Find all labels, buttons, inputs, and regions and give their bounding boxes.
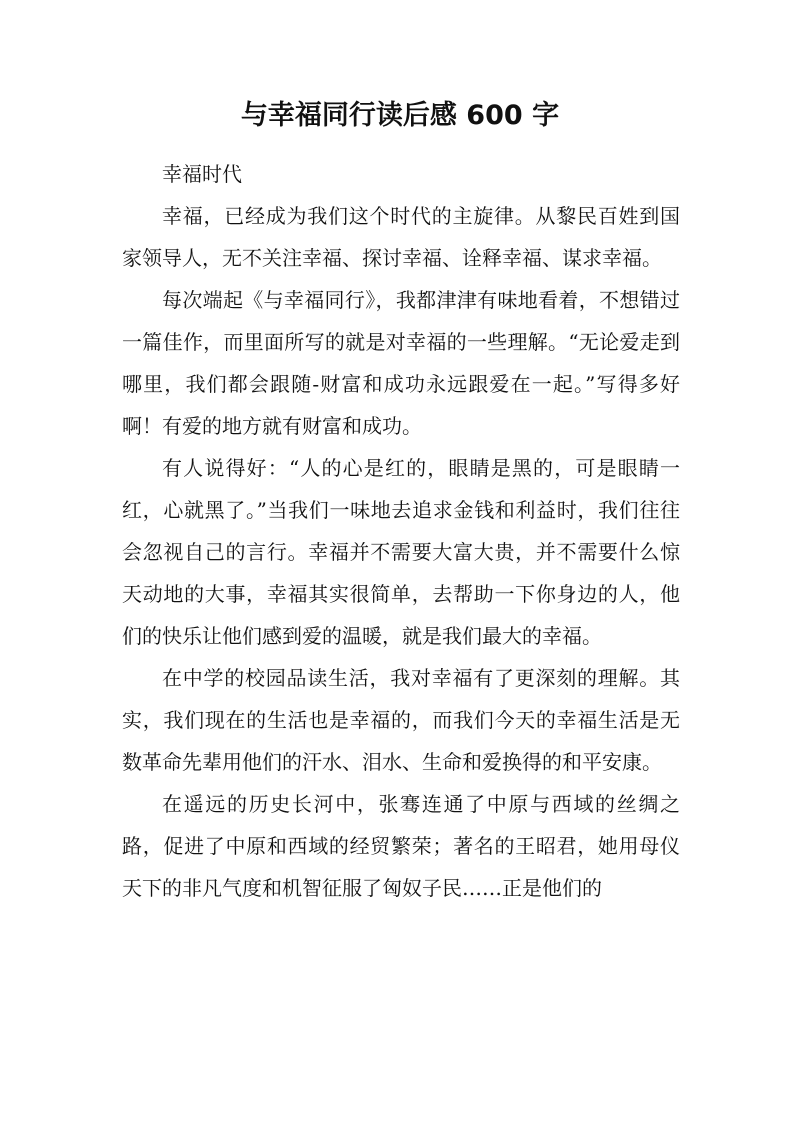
document-body [122, 153, 680, 909]
document-title: 与幸福同行读后感 600 字 [240, 100, 560, 131]
paragraph: 在遥远的历史长河中，张骞连通了中原与西域的丝绸之路，促进了中原和西域的经贸繁荣；著名的王昭君，她用母仪天下的非凡气度和机智征服了匈奴子民……正是他们的 [122, 792, 680, 900]
paragraph: 幸福，已经成为我们这个时代的主旋律。从黎民百姓到国家领导人，无不关注幸福、探讨幸福、诠释幸福、谋求幸福。 [122, 204, 680, 270]
paragraph-heading: 幸福时代 [162, 162, 242, 186]
paragraph: 有人说得好：“人的心是红的，眼睛是黑的，可是眼睛一红，心就黑了。”当我们一味地去追求金钱和利益时，我们往往会忽视自己的言行。幸福并不需要大富大贵，并不需要什么惊天动地的大事，幸福其实很简单，去帮助一下你身边的人，他们的快乐让他们感到爱的温暖，就是我们最大的幸福。 [122, 456, 680, 648]
paragraph: 每次端起《与幸福同行》，我都津津有味地看着，不想错过一篇佳作，而里面所写的就是对幸福的一些理解。“无论爱走到哪里，我们都会跟随-财富和成功永远跟爱在一起。”写得多好啊！有爱的地方就有财富和成功。 [122, 288, 680, 438]
paragraph: 在中学的校园品读生活，我对幸福有了更深刻的理解。其实，我们现在的生活也是幸福的，而我们今天的幸福生活是无数革命先辈用他们的汗水、泪水、生命和爱换得的和平安康。 [122, 666, 680, 774]
